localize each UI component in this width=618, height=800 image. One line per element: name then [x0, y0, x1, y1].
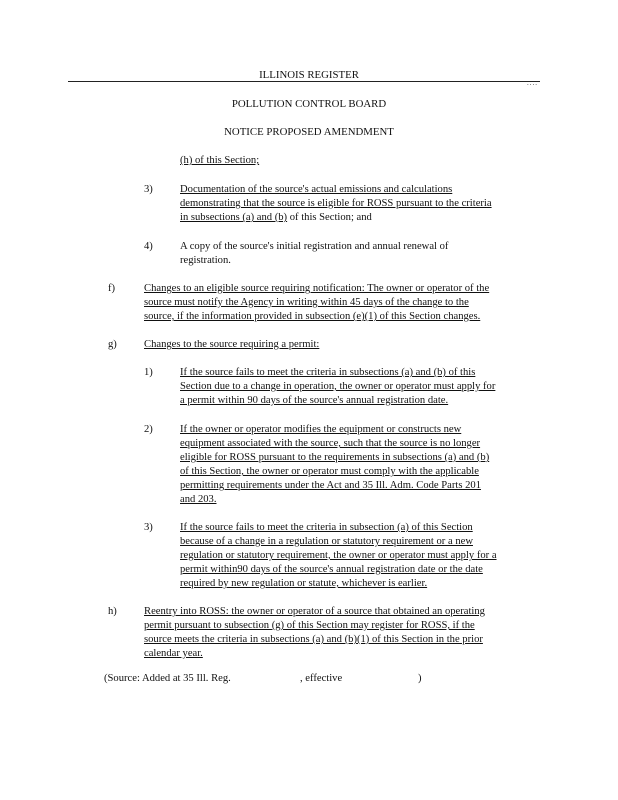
item-4-line-1: A copy of the source's initial registration and annual renewal of [180, 241, 449, 252]
continued-line: (h) of this Section; [180, 155, 260, 166]
item-g1-line-2: Section due to a change in operation, the owner or operator must apply for [180, 381, 496, 392]
item-g3-line-1: If the source fails to meet the criteria in subsection (a) of this Section [180, 522, 473, 533]
item-g3-line-4: permit within90 days of the source's annual registration date or the date [180, 564, 483, 575]
item-g2-line-2: equipment associated with the source, such that the source is no longer [180, 438, 481, 449]
source-note-effective: , effective [300, 673, 343, 684]
header-rule [68, 81, 540, 82]
item-3-line-3 [180, 211, 372, 224]
item-3-line-1: Documentation of the source's actual emissions and calculations [180, 184, 453, 195]
item-3-line-3-underlined: in subsections (a) and (b) [180, 212, 288, 223]
subsection-h-line-2: permit pursuant to subsection (g) of this Section may register for ROSS, if the [144, 620, 475, 631]
subsection-f-line-2: source must notify the Agency in writing within 45 days of the change to the [144, 297, 469, 308]
subsection-h-line-1: Reentry into ROSS: the owner or operator of a source that obtained an operating [144, 606, 485, 617]
item-3-line-2: demonstrating that the source is eligible for ROSS pursuant to the criteria [180, 198, 492, 209]
item-g3-number: 3) [144, 522, 153, 533]
item-g2-line-6: and 203. [180, 494, 217, 505]
item-g1-line-3: a permit within 90 days of the source's annual registration date. [180, 395, 449, 406]
item-g2-line-1: If the owner or operator modifies the equipment or constructs new [180, 424, 462, 435]
item-g2-number: 2) [144, 424, 153, 435]
register-title: ILLINOIS REGISTER [259, 69, 359, 81]
item-g1-number: 1) [144, 367, 153, 378]
subsection-g-number: g) [108, 339, 117, 350]
item-g3-line-2: because of a change in a regulation or statutory requirement or a new [180, 536, 473, 547]
item-g2-line-5: permitting requirements under the Act and 35 Ill. Adm. Code Parts 201 [180, 480, 481, 491]
subsection-f-line-3: source, if the information provided in subsection (e)(1) of this Section changes. [144, 311, 481, 322]
subsection-f-line-1: Changes to an eligible source requiring notification: The owner or operator of the [144, 283, 490, 294]
board-title: POLLUTION CONTROL BOARD [231, 98, 387, 110]
subsection-h-line-4: calendar year. [144, 648, 203, 659]
item-g2-line-3: eligible for ROSS pursuant to the requirements in subsections (a) and (b) [180, 452, 490, 463]
source-note-end: ) [418, 673, 422, 684]
notice-title: NOTICE PROPOSED AMENDMENT [224, 126, 394, 138]
subsection-h-number: h) [108, 606, 117, 617]
header-right-mark: .... [527, 79, 538, 87]
item-3-line-3-rest: of this Section; and [287, 212, 372, 223]
source-note-start: (Source: Added at 35 Ill. Reg. [104, 673, 231, 684]
item-g3-line-3: regulation or statutory requirement, the owner or operator must apply for a [180, 550, 497, 561]
item-g3-line-5: required by new regulation or statute, whichever is earlier. [180, 578, 428, 589]
subsection-g-heading: Changes to the source requiring a permit: [144, 339, 320, 350]
subsection-h-line-3: source meets the criteria in subsections (a) and (b)(1) of this Section in the prior [144, 634, 483, 645]
subsection-f-number: f) [108, 283, 116, 294]
item-4-number: 4) [144, 241, 153, 252]
item-g1-line-1: If the source fails to meet the criteria in subsections (a) and (b) of this [180, 367, 476, 378]
item-4-line-2: registration. [180, 255, 231, 266]
item-g2-line-4: of this Section, the owner or operator must comply with the applicable [180, 466, 479, 477]
item-3-number: 3) [144, 184, 153, 195]
